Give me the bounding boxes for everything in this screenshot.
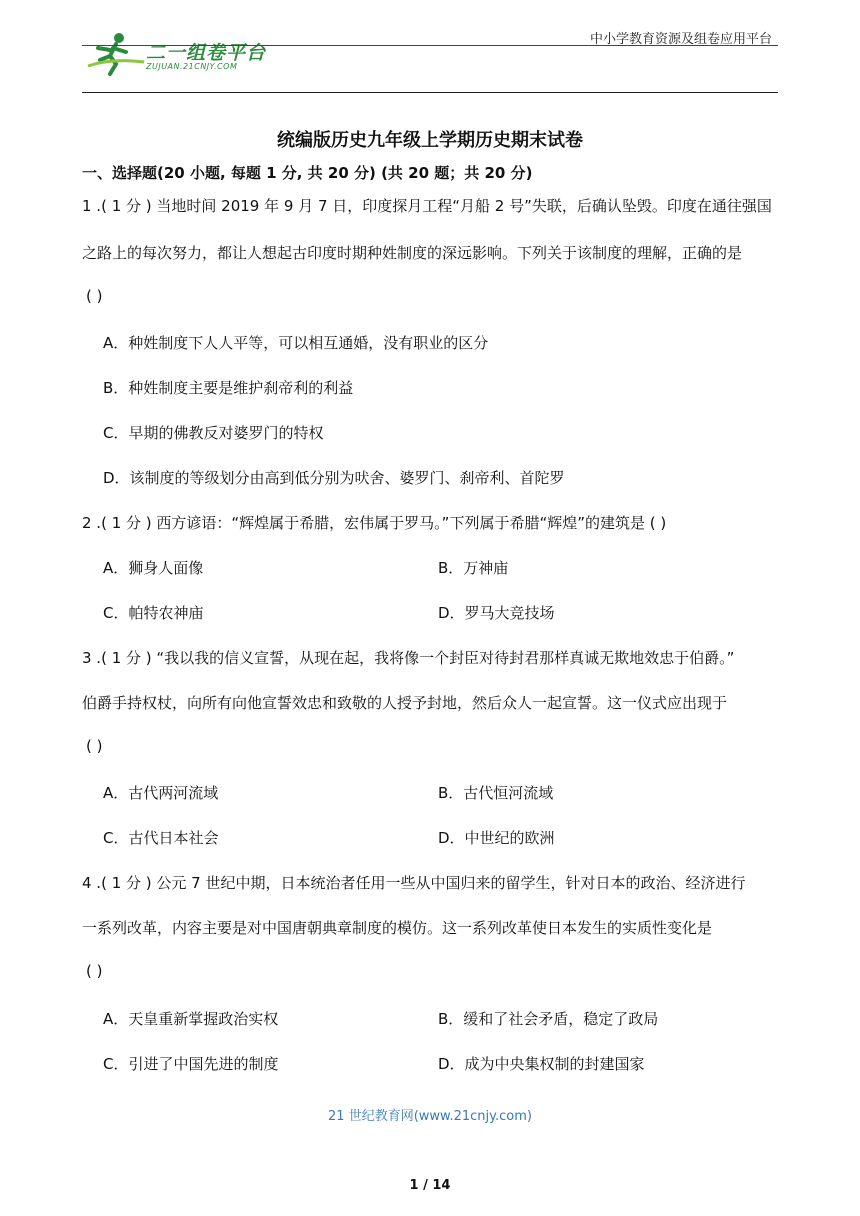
- runner-logo-icon: [86, 30, 146, 76]
- question-4-line-1: 4 .( 1 分 ) 公元 7 世纪中期，日本统治者任用一些从中国归来的留学生，针对日本的政治、经济进行: [82, 874, 746, 892]
- header-tagline: 中小学教育资源及组卷应用平台: [589, 32, 772, 47]
- logo-subtext: ZUJUAN.21CNJY.COM: [146, 62, 238, 71]
- question-3-option-c[interactable]: C．古代日本社会: [103, 829, 219, 847]
- question-3-option-b[interactable]: B．古代恒河流域: [438, 784, 554, 802]
- question-3-answer-blank: ( ): [86, 737, 103, 755]
- question-1-answer-blank: ( ): [86, 287, 103, 305]
- header-divider: [82, 45, 778, 46]
- header-divider: [82, 92, 778, 93]
- question-4-option-c[interactable]: C．引进了中国先进的制度: [103, 1055, 279, 1073]
- question-3-line-2: 伯爵手持权杖，向所有向他宣誓效忠和致敬的人授予封地，然后众人一起宣誓。这一仪式应出现于: [82, 694, 728, 712]
- section-heading: 一、选择题(20 小题, 每题 1 分, 共 20 分) (共 20 题；共 20 分): [82, 164, 533, 182]
- question-1-option-a[interactable]: A．种姓制度下人人平等，可以相互通婚，没有职业的区分: [103, 334, 489, 352]
- question-3-option-a[interactable]: A．古代两河流域: [103, 784, 219, 802]
- page-number: 1 / 14: [409, 1178, 451, 1193]
- question-2-line-1: 2 .( 1 分 ) 西方谚语：“辉煌属于希腊，宏伟属于罗马。”下列属于希腊“辉煌”的建筑是 ( ): [82, 514, 667, 532]
- question-2-option-d[interactable]: D．罗马大竞技场: [438, 604, 555, 622]
- question-4-option-b[interactable]: B．缓和了社会矛盾，稳定了政局: [438, 1010, 659, 1028]
- question-1-line-1: 1 .( 1 分 ) 当地时间 2019 年 9 月 7 日，印度探月工程“月船 2 号”失联，后确认坠毁。印度在通往强国: [82, 197, 772, 215]
- logo-text: 二一组卷平台: [146, 42, 267, 64]
- footer-link[interactable]: 21 世纪教育网(www.21cnjy.com): [328, 1109, 532, 1124]
- question-2-option-a[interactable]: A．狮身人面像: [103, 559, 204, 577]
- question-4-line-2: 一系列改革，内容主要是对中国唐朝典章制度的模仿。这一系列改革使日本发生的实质性变化是: [82, 919, 713, 937]
- question-1-option-b[interactable]: B．种姓制度主要是维护刹帝利的利益: [103, 379, 354, 397]
- question-2-option-b[interactable]: B．万神庙: [438, 559, 509, 577]
- question-1-line-2: 之路上的每次努力，都让人想起古印度时期种姓制度的深远影响。下列关于该制度的理解，正确的是: [82, 244, 743, 262]
- question-3-option-d[interactable]: D．中世纪的欧洲: [438, 829, 555, 847]
- question-1-option-d[interactable]: D．该制度的等级划分由高到低分别为吠舍、婆罗门、刹帝利、首陀罗: [103, 469, 565, 487]
- question-1-option-c[interactable]: C．早期的佛教反对婆罗门的特权: [103, 424, 324, 442]
- page-title: 统编版历史九年级上学期历史期末试卷: [277, 130, 583, 151]
- question-4-answer-blank: ( ): [86, 962, 103, 980]
- question-4-option-d[interactable]: D．成为中央集权制的封建国家: [438, 1055, 645, 1073]
- question-2-option-c[interactable]: C．帕特农神庙: [103, 604, 204, 622]
- question-3-line-1: 3 .( 1 分 ) “我以我的信义宣誓，从现在起，我将像一个封臣对待封君那样真诚无欺地效忠于伯爵。”: [82, 649, 735, 667]
- question-4-option-a[interactable]: A．天皇重新掌握政治实权: [103, 1010, 279, 1028]
